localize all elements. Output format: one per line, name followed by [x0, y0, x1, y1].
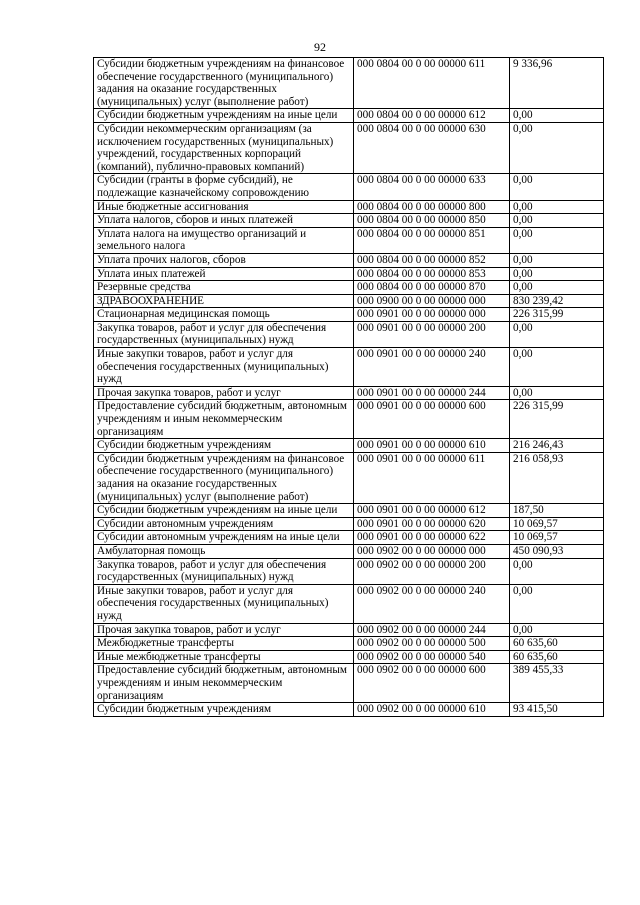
table-row: [94, 122, 604, 173]
budget-code-cell: 000 0902 00 0 00 00000 500: [354, 637, 510, 651]
amount-cell: 93 415,50: [510, 703, 604, 717]
budget-code-cell: 000 0804 00 0 00 00000 850: [354, 214, 510, 228]
expense-name-cell: ЗДРАВООХРАНЕНИЕ: [94, 294, 354, 308]
amount-cell: 0,00: [510, 214, 604, 228]
expense-name-cell: Закупка товаров, работ и услуг для обеспечения государственных (муниципальных) нужд: [94, 321, 354, 347]
expense-name-cell: Иные межбюджетные трансферты: [94, 650, 354, 664]
budget-code-cell: 000 0902 00 0 00 00000 240: [354, 584, 510, 623]
budget-code-cell: 000 0901 00 0 00 00000 610: [354, 439, 510, 453]
expense-name-cell: Субсидии некоммерческим организациям (за исключением государственных (муниципальных) учреждений, государственных корпораций (компаний), публично-правовых компаний): [94, 122, 354, 173]
table-row: [94, 267, 604, 281]
budget-code-cell: 000 0901 00 0 00 00000 240: [354, 348, 510, 387]
expense-name-cell: Иные закупки товаров, работ и услуг для обеспечения государственных (муниципальных) нужд: [94, 348, 354, 387]
amount-cell: 226 315,99: [510, 400, 604, 439]
expense-name-cell: Уплата налога на имущество организаций и земельного налога: [94, 227, 354, 253]
budget-code-cell: 000 0902 00 0 00 00000 540: [354, 650, 510, 664]
expense-name-cell: Субсидии бюджетным учреждениям: [94, 439, 354, 453]
amount-cell: 450 090,93: [510, 544, 604, 558]
budget-code-cell: 000 0900 00 0 00 00000 000: [354, 294, 510, 308]
amount-cell: 0,00: [510, 200, 604, 214]
budget-code-cell: 000 0902 00 0 00 00000 200: [354, 558, 510, 584]
amount-cell: 60 635,60: [510, 650, 604, 664]
table-row: [94, 281, 604, 295]
amount-cell: 216 246,43: [510, 439, 604, 453]
table-row: [94, 544, 604, 558]
amount-cell: 0,00: [510, 281, 604, 295]
expense-name-cell: Иные бюджетные ассигнования: [94, 200, 354, 214]
budget-code-cell: 000 0901 00 0 00 00000 612: [354, 504, 510, 518]
expense-name-cell: Амбулаторная помощь: [94, 544, 354, 558]
expense-name-cell: Уплата иных платежей: [94, 267, 354, 281]
table-row: [94, 400, 604, 439]
table-row: [94, 517, 604, 531]
budget-code-cell: 000 0901 00 0 00 00000 622: [354, 531, 510, 545]
expense-name-cell: Закупка товаров, работ и услуг для обеспечения государственных (муниципальных) нужд: [94, 558, 354, 584]
amount-cell: 0,00: [510, 348, 604, 387]
expense-name-cell: Субсидии (гранты в форме субсидий), не подлежащие казначейскому сопровождению: [94, 174, 354, 200]
budget-code-cell: 000 0902 00 0 00 00000 600: [354, 664, 510, 703]
expense-name-cell: Субсидии бюджетным учреждениям на финансовое обеспечение государственного (муниципального) задания на оказание государственных (муниципальных) услуг (выполнение работ): [94, 58, 354, 109]
budget-table: [93, 57, 604, 717]
amount-cell: 10 069,57: [510, 531, 604, 545]
table-row: [94, 348, 604, 387]
amount-cell: 226 315,99: [510, 308, 604, 322]
budget-code-cell: 000 0804 00 0 00 00000 852: [354, 253, 510, 267]
expense-name-cell: Предоставление субсидий бюджетным, автономным учреждениям и иным некоммерческим организациям: [94, 664, 354, 703]
amount-cell: 0,00: [510, 253, 604, 267]
expense-name-cell: Предоставление субсидий бюджетным, автономным учреждениям и иным некоммерческим организациям: [94, 400, 354, 439]
expense-name-cell: Уплата налогов, сборов и иных платежей: [94, 214, 354, 228]
amount-cell: 216 058,93: [510, 452, 604, 503]
table-row: [94, 439, 604, 453]
amount-cell: 0,00: [510, 174, 604, 200]
budget-code-cell: 000 0804 00 0 00 00000 612: [354, 109, 510, 123]
amount-cell: 60 635,60: [510, 637, 604, 651]
amount-cell: 0,00: [510, 321, 604, 347]
amount-cell: 0,00: [510, 227, 604, 253]
budget-code-cell: 000 0901 00 0 00 00000 244: [354, 386, 510, 400]
budget-code-cell: 000 0902 00 0 00 00000 000: [354, 544, 510, 558]
table-row: [94, 109, 604, 123]
table-row: [94, 664, 604, 703]
expense-name-cell: Субсидии автономным учреждениям на иные цели: [94, 531, 354, 545]
table-row: [94, 294, 604, 308]
table-row: [94, 308, 604, 322]
budget-code-cell: 000 0901 00 0 00 00000 611: [354, 452, 510, 503]
table-row: [94, 321, 604, 347]
amount-cell: 0,00: [510, 109, 604, 123]
budget-code-cell: 000 0804 00 0 00 00000 800: [354, 200, 510, 214]
table-row: [94, 227, 604, 253]
amount-cell: 187,50: [510, 504, 604, 518]
table-row: [94, 58, 604, 109]
expense-name-cell: Субсидии бюджетным учреждениям на финансовое обеспечение государственного (муниципального) задания на оказание государственных (муниципальных) услуг (выполнение работ): [94, 452, 354, 503]
budget-code-cell: 000 0804 00 0 00 00000 611: [354, 58, 510, 109]
amount-cell: 10 069,57: [510, 517, 604, 531]
table-row: [94, 452, 604, 503]
table-row: [94, 200, 604, 214]
budget-code-cell: 000 0902 00 0 00 00000 610: [354, 703, 510, 717]
expense-name-cell: Субсидии автономным учреждениям: [94, 517, 354, 531]
budget-code-cell: 000 0901 00 0 00 00000 600: [354, 400, 510, 439]
amount-cell: 0,00: [510, 584, 604, 623]
table-row: [94, 703, 604, 717]
budget-code-cell: 000 0901 00 0 00 00000 620: [354, 517, 510, 531]
budget-code-cell: 000 0902 00 0 00 00000 244: [354, 623, 510, 637]
expense-name-cell: Резервные средства: [94, 281, 354, 295]
table-row: [94, 623, 604, 637]
budget-table-body: [94, 58, 604, 717]
expense-name-cell: Прочая закупка товаров, работ и услуг: [94, 623, 354, 637]
table-row: [94, 650, 604, 664]
amount-cell: 0,00: [510, 386, 604, 400]
table-row: [94, 584, 604, 623]
expense-name-cell: Стационарная медицинская помощь: [94, 308, 354, 322]
table-row: [94, 214, 604, 228]
table-row: [94, 174, 604, 200]
budget-code-cell: 000 0804 00 0 00 00000 851: [354, 227, 510, 253]
amount-cell: 0,00: [510, 558, 604, 584]
expense-name-cell: Субсидии бюджетным учреждениям на иные цели: [94, 504, 354, 518]
page-number: 92: [314, 40, 326, 54]
expense-name-cell: Субсидии бюджетным учреждениям на иные цели: [94, 109, 354, 123]
expense-name-cell: Иные закупки товаров, работ и услуг для обеспечения государственных (муниципальных) нужд: [94, 584, 354, 623]
budget-code-cell: 000 0901 00 0 00 00000 000: [354, 308, 510, 322]
expense-name-cell: Субсидии бюджетным учреждениям: [94, 703, 354, 717]
table-row: [94, 637, 604, 651]
table-row: [94, 386, 604, 400]
table-row: [94, 504, 604, 518]
budget-code-cell: 000 0804 00 0 00 00000 853: [354, 267, 510, 281]
expense-name-cell: Прочая закупка товаров, работ и услуг: [94, 386, 354, 400]
table-row: [94, 253, 604, 267]
amount-cell: 0,00: [510, 623, 604, 637]
amount-cell: 9 336,96: [510, 58, 604, 109]
amount-cell: 0,00: [510, 122, 604, 173]
expense-name-cell: Межбюджетные трансферты: [94, 637, 354, 651]
amount-cell: 389 455,33: [510, 664, 604, 703]
budget-code-cell: 000 0804 00 0 00 00000 633: [354, 174, 510, 200]
budget-code-cell: 000 0804 00 0 00 00000 630: [354, 122, 510, 173]
budget-code-cell: 000 0901 00 0 00 00000 200: [354, 321, 510, 347]
table-row: [94, 558, 604, 584]
amount-cell: 830 239,42: [510, 294, 604, 308]
amount-cell: 0,00: [510, 267, 604, 281]
table-row: [94, 531, 604, 545]
budget-code-cell: 000 0804 00 0 00 00000 870: [354, 281, 510, 295]
expense-name-cell: Уплата прочих налогов, сборов: [94, 253, 354, 267]
